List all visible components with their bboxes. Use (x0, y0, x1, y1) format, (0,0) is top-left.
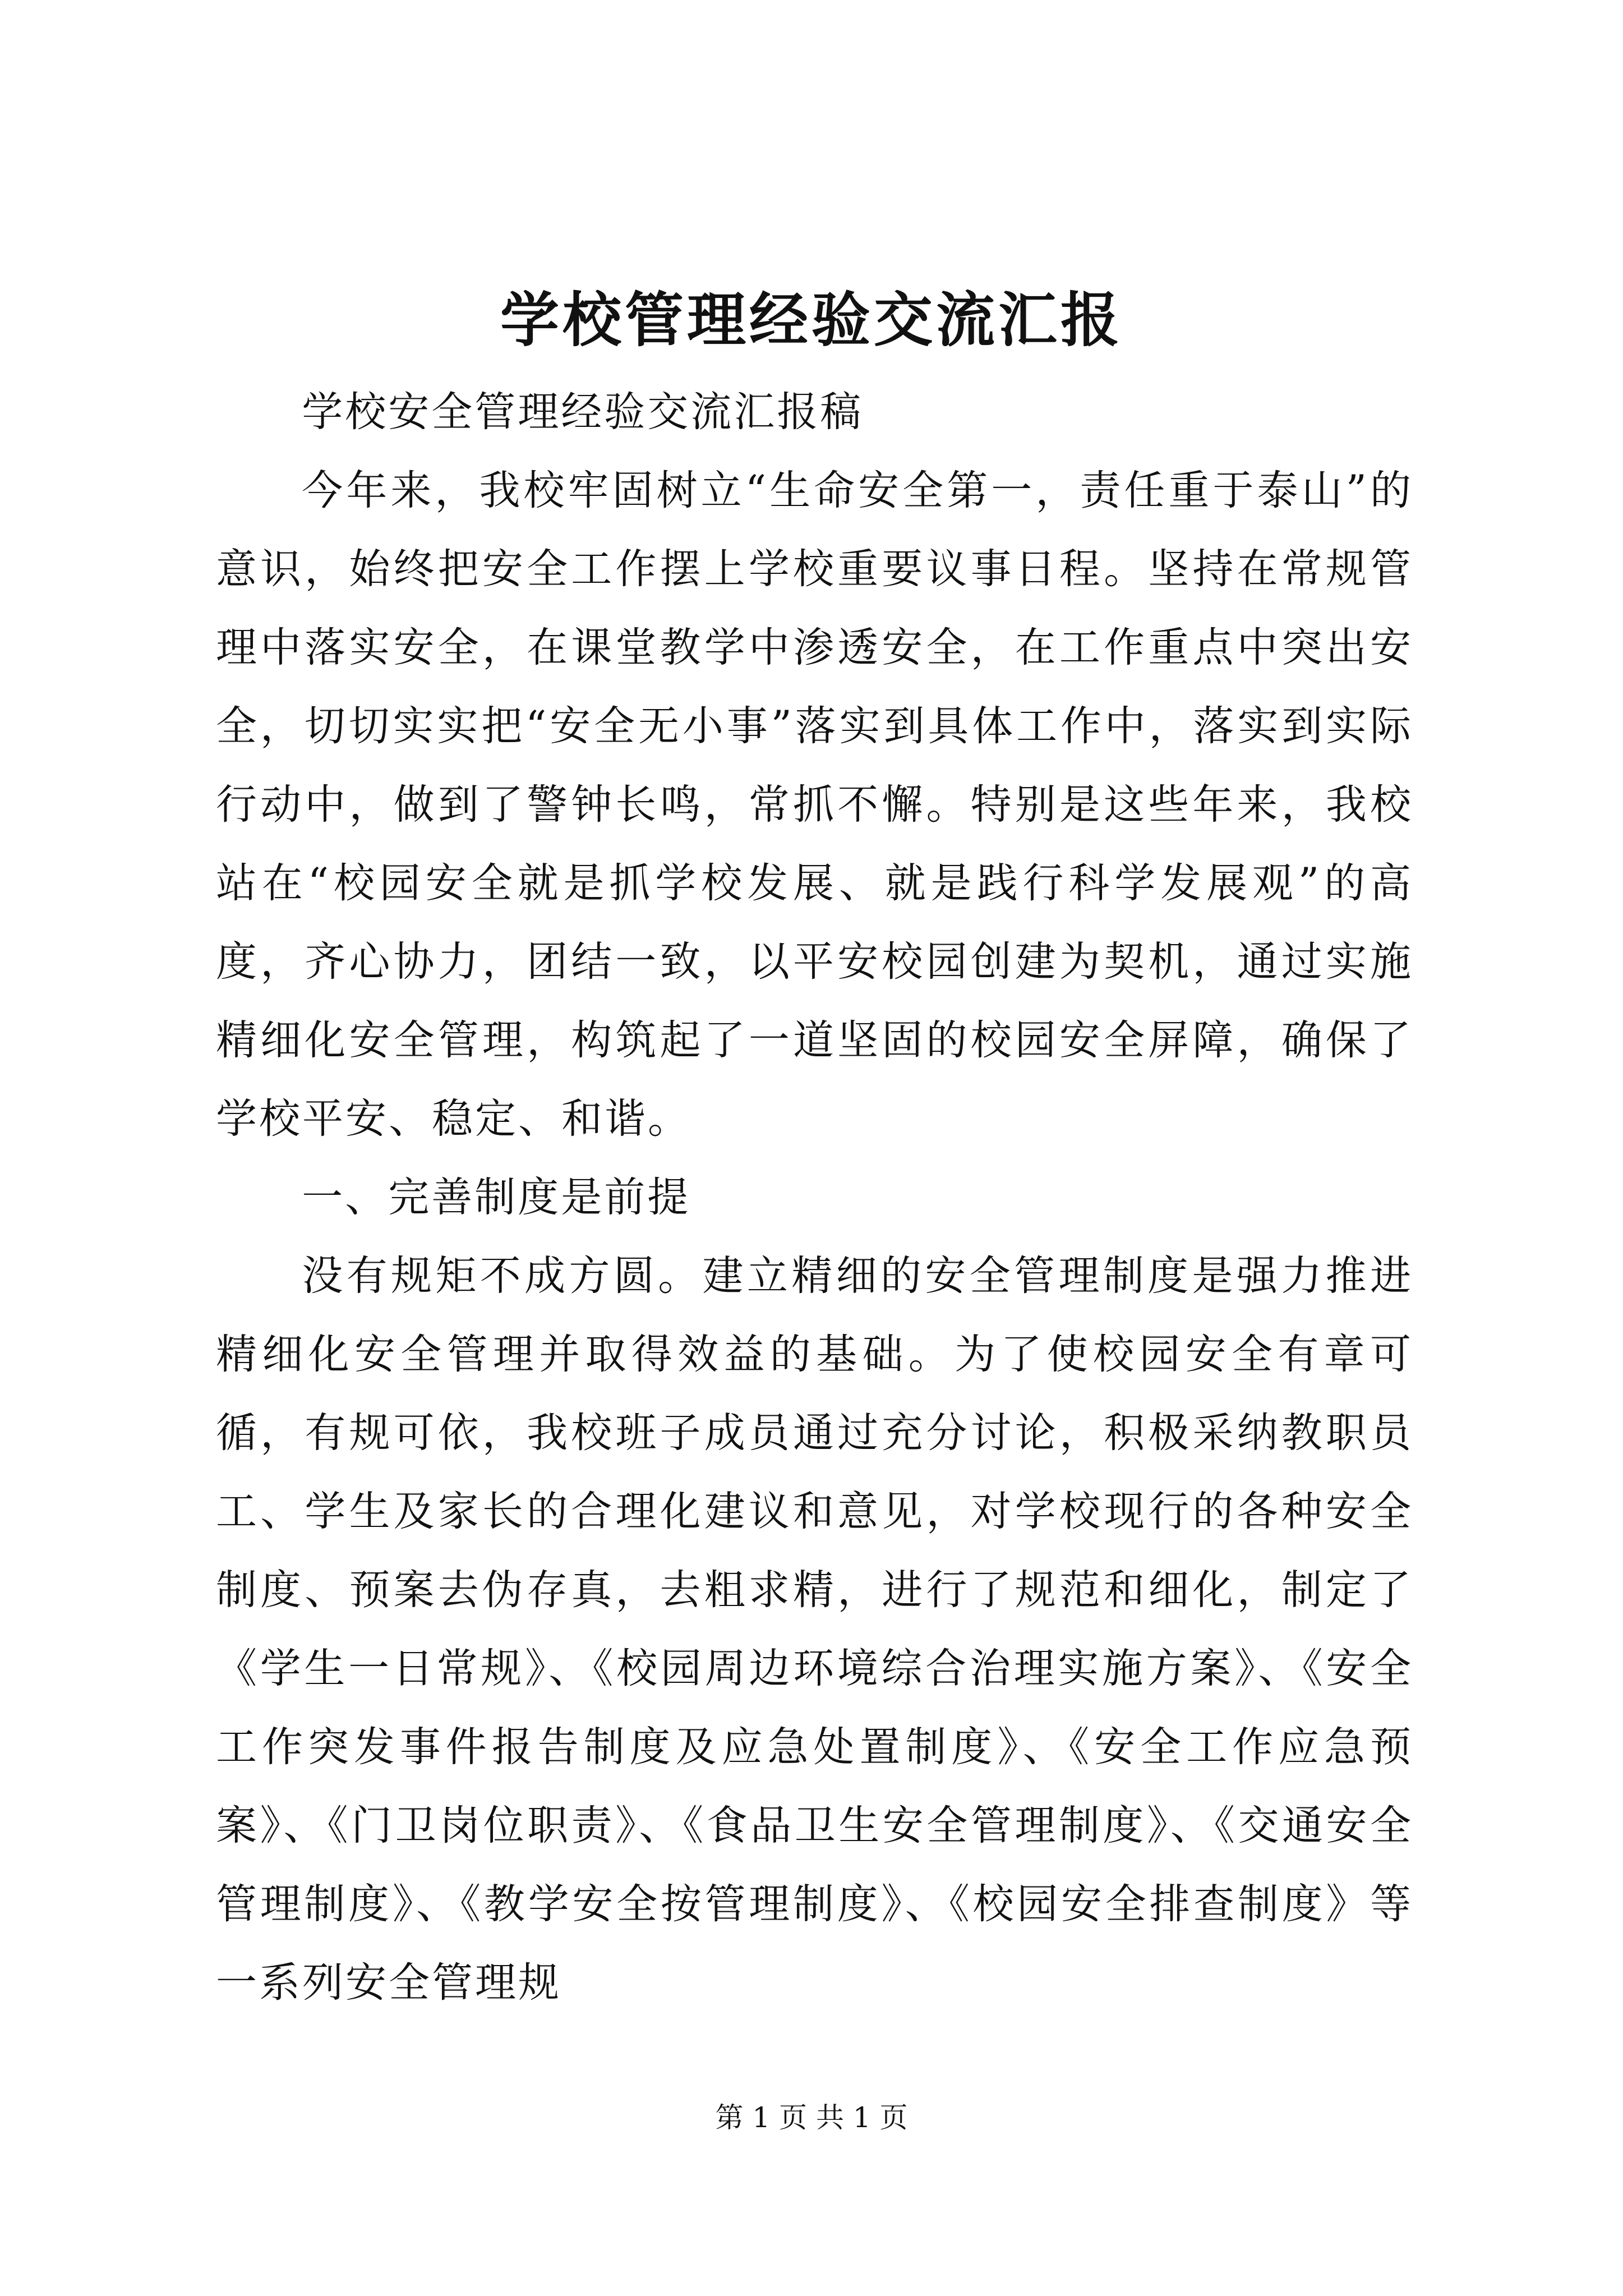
section-paragraph: 没有规矩不成方圆。建立精细的安全管理制度是强力推进精细化安全管理并取得效益的基础。为了使校园安全有章可循，有规可依，我校班子成员通过充分讨论，积极采纳教职员工、学生及家长的合理化建议和意见，对学校现行的各种安全制度、预案去伪存真，去粗求精，进行了规范和细化，制定了《学生一日常规》、《校园周边环境综合治理实施方案》、《安全工作突发事件报告制度及应急处置制度》、《安全工作应急预案》、《门卫岗位职责》、《食品卫生安全管理制度》、《交通安全管理制度》、《教学安全按管理制度》、《校园安全排查制度》等一系列安全管理规 (216, 1252, 1413, 2007)
document-title: 学校管理经验交流汇报 (500, 285, 1123, 355)
page-footer: 第 1 页 共 1 页 (715, 2101, 908, 2134)
subtitle-paragraph: 学校安全管理经验交流汇报稿 (302, 388, 864, 436)
section-heading: 一、完善制度是前提 (302, 1174, 691, 1221)
document-body (216, 373, 1413, 2022)
intro-paragraph: 今年来，我校牢固树立“生命安全第一，责任重于泰山”的意识，始终把安全工作摆上学校重要议事日程。坚持在常规管理中落实安全，在课堂教学中渗透安全，在工作重点中突出安全，切切实实把“安全无小事”落实到具体工作中，落实到实际行动中，做到了警钟长鸣，常抓不懈。特别是这些年来，我校站在“校园安全就是抓学校发展、就是践行科学发展观”的高度，齐心协力，团结一致，以平安校园创建为契机，通过实施精细化安全管理，构筑起了一道坚固的校园安全屏障，确保了学校平安、稳定、和谐。 (216, 467, 1413, 1143)
